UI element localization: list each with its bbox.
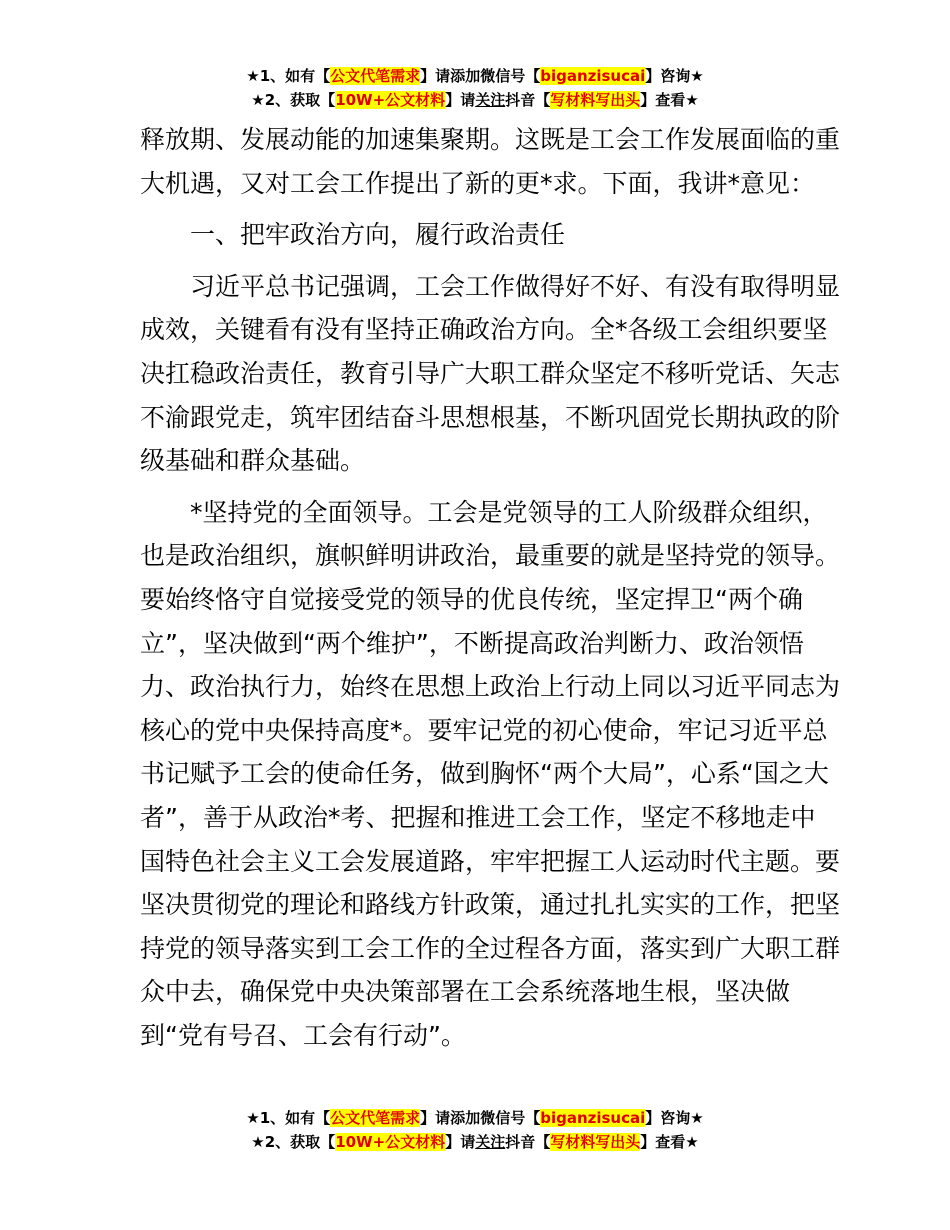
banner-text: 】咨询★ [645,1109,704,1127]
banner-text: 加 [465,1109,481,1127]
banner-text: ★2、获取【 [251,91,336,109]
banner-highlight: 公文代笔需求 [330,1109,421,1127]
banner-text: 微信号【 [480,67,541,85]
paragraph-1: 习近平总书记强调，工会工作做得好不好、有没有取得明显成效，关键看有没有坚持正确政治方向。全*各级工会组织要坚决扛稳政治责任，教育引导广大职工群众坚定不移听党话、矢志不渝跟党走，筑牢团结奋斗思想根基，不断巩固党长期执政的阶级基础和群众基础。 [140,271,841,476]
banner-underlined: 关注 [475,1133,506,1151]
header-banner [0,64,950,112]
banner-text: 加 [465,67,481,85]
banner-text: 】请添 [420,67,466,85]
banner-line-1 [0,64,950,88]
banner-highlight-douyin: 写材料写出头 [550,1133,641,1151]
banner-text: 】查看★ [640,1133,699,1151]
banner-highlight-douyin: 写材料写出头 [550,91,641,109]
banner-text: 】请 [445,91,476,109]
banner-underlined: 关注 [475,91,506,109]
banner-highlight: 公文代笔需求 [330,67,421,85]
banner-text: ★1、如有【 [246,67,331,85]
banner-line-1 [0,1106,950,1130]
banner-text: 抖音【 [505,1133,551,1151]
banner-text: 微信号【 [480,1109,541,1127]
banner-highlight-wechat: biganzisucai [540,67,646,85]
banner-highlight: 10W+公文材料 [335,91,446,109]
footer-banner [0,1106,950,1154]
banner-text: 抖音【 [505,91,551,109]
banner-text: 】查看★ [640,91,699,109]
banner-line-2 [0,88,950,112]
banner-text: 】咨询★ [645,67,704,85]
banner-highlight: 10W+公文材料 [335,1133,446,1151]
continued-paragraph: 释放期、发展动能的加速集聚期。这既是工会工作发展面临的重大机遇，又对工会工作提出了新的更*求。下面，我讲*意见： [140,125,841,198]
banner-line-2 [0,1130,950,1154]
section-heading: 一、把牢政治方向，履行政治责任 [190,220,566,250]
banner-text: 】请 [445,1133,476,1151]
paragraph-2: *坚持党的全面领导。工会是党领导的工人阶级群众组织，也是政治组织，旗帜鲜明讲政治，最重要的就是坚持党的领导。要始终恪守自觉接受党的领导的优良传统，坚定捍卫“两个确立”，坚决做到“两个维护”，不断提高政治判断力、政治领悟力、政治执行力，始终在思想上政治上行动上同以习近平同志为核心的党中央保持高度*。要牢记党的初心使命，牢记习近平总书记赋予工会的使命任务，做到胸怀“两个大局”，心系“国之大者”，善于从政治*考、把握和推进工会工作，坚定不移地走中国特色社会主义工会发展道路，牢牢把握工人运动时代主题。要坚决贯彻党的理论和路线方针政策，通过扎扎实实的工作，把坚持党的领导落实到工会工作的全过程各方面，落实到广大职工群众中去，确保党中央决策部署在工会系统落地生根，坚决做到“党有号召、工会有行动”。 [140,497,841,1050]
banner-highlight-wechat: biganzisucai [540,1109,646,1127]
banner-text: ★1、如有【 [246,1109,331,1127]
banner-text: 】请添 [420,1109,466,1127]
banner-text: ★2、获取【 [251,1133,336,1151]
document-body [140,118,840,1057]
